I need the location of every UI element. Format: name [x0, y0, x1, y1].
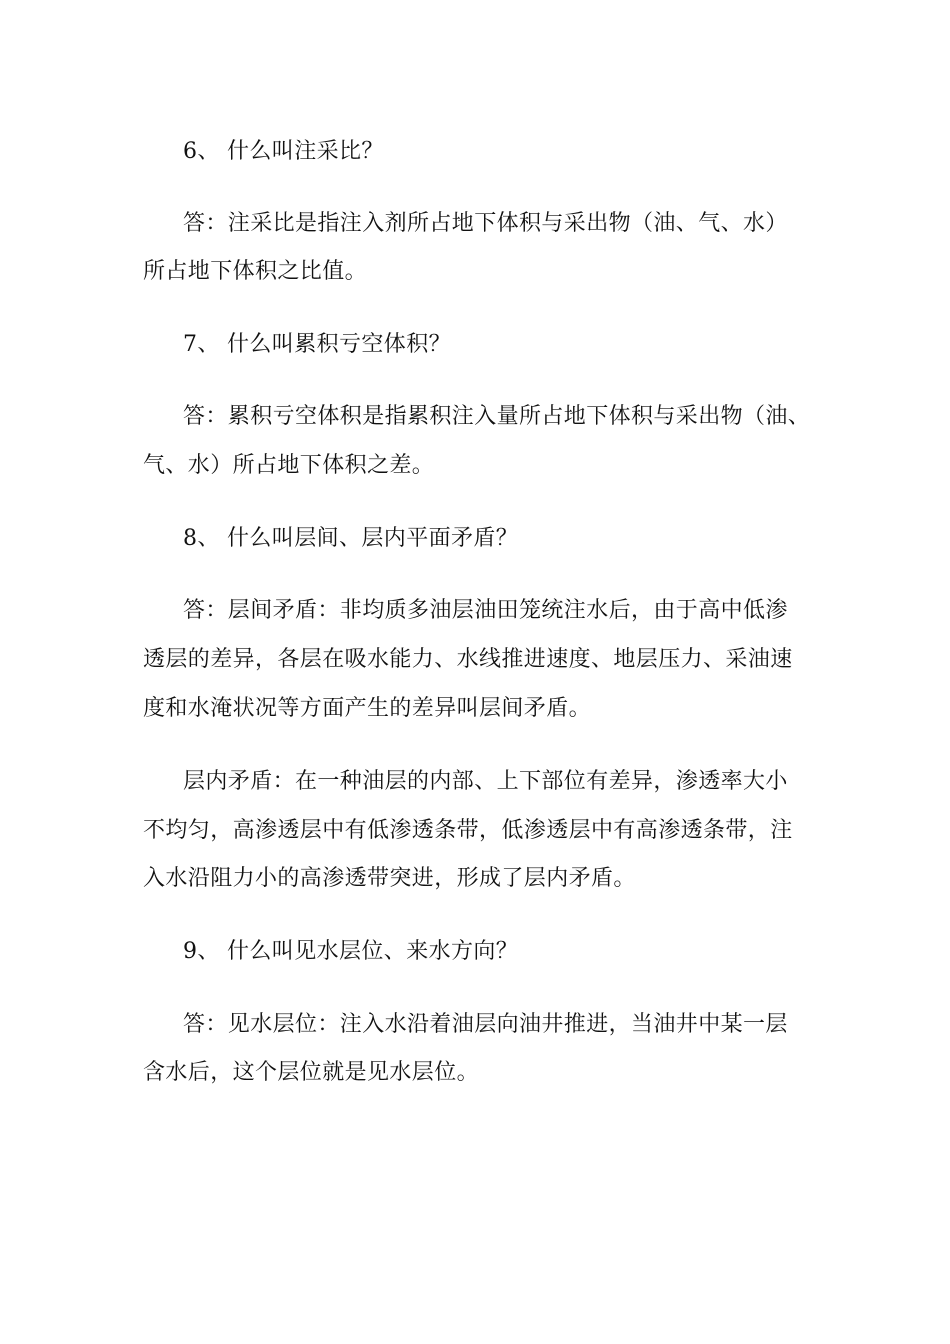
answer-9-line-2: 含水后，这个层位就是见水层位。 — [143, 1060, 480, 1085]
answer-8-line-3: 度和水淹状况等方面产生的差异叫层间矛盾。 — [143, 696, 592, 721]
answer-8-line-2: 透层的差异，各层在吸水能力、水线推进速度、地层压力、采油速 — [143, 647, 793, 672]
question-number: 9、 — [183, 939, 220, 964]
answer-8b-line-2: 不均匀，高渗透层中有低渗透条带，低渗透层中有高渗透条带，注 — [143, 818, 793, 843]
answer-8b-line-3: 入水沿阻力小的高渗透带突进，形成了层内矛盾。 — [143, 866, 636, 891]
answer-6-line-1: 答：注采比是指注入剂所占地下体积与采出物（油、气、水） — [183, 211, 788, 236]
question-7 — [183, 330, 451, 360]
answer-7-line-2: 气、水）所占地下体积之差。 — [143, 453, 435, 478]
answer-7-line-1: 答：累积亏空体积是指累积注入量所占地下体积与采出物（油、 — [183, 404, 811, 429]
question-text: 什么叫累积亏空体积？ — [227, 332, 452, 357]
question-text: 什么叫见水层位、来水方向？ — [227, 939, 519, 964]
answer-8b-line-1: 层内矛盾：在一种油层的内部、上下部位有差异，渗透率大小 — [183, 769, 788, 794]
question-8 — [183, 524, 518, 554]
question-9 — [183, 937, 518, 967]
answer-6-line-2: 所占地下体积之比值。 — [143, 259, 368, 284]
question-text: 什么叫层间、层内平面矛盾？ — [227, 526, 519, 551]
question-number: 7、 — [183, 332, 220, 357]
question-text: 什么叫注采比？ — [227, 139, 384, 164]
answer-8-line-1: 答：层间矛盾：非均质多油层油田笼统注水后，由于高中低渗 — [183, 598, 788, 623]
question-6 — [183, 137, 384, 167]
question-number: 6、 — [183, 139, 220, 164]
answer-9-line-1: 答：见水层位：注入水沿着油层向油井推进，当油井中某一层 — [183, 1012, 788, 1037]
question-number: 8、 — [183, 526, 220, 551]
